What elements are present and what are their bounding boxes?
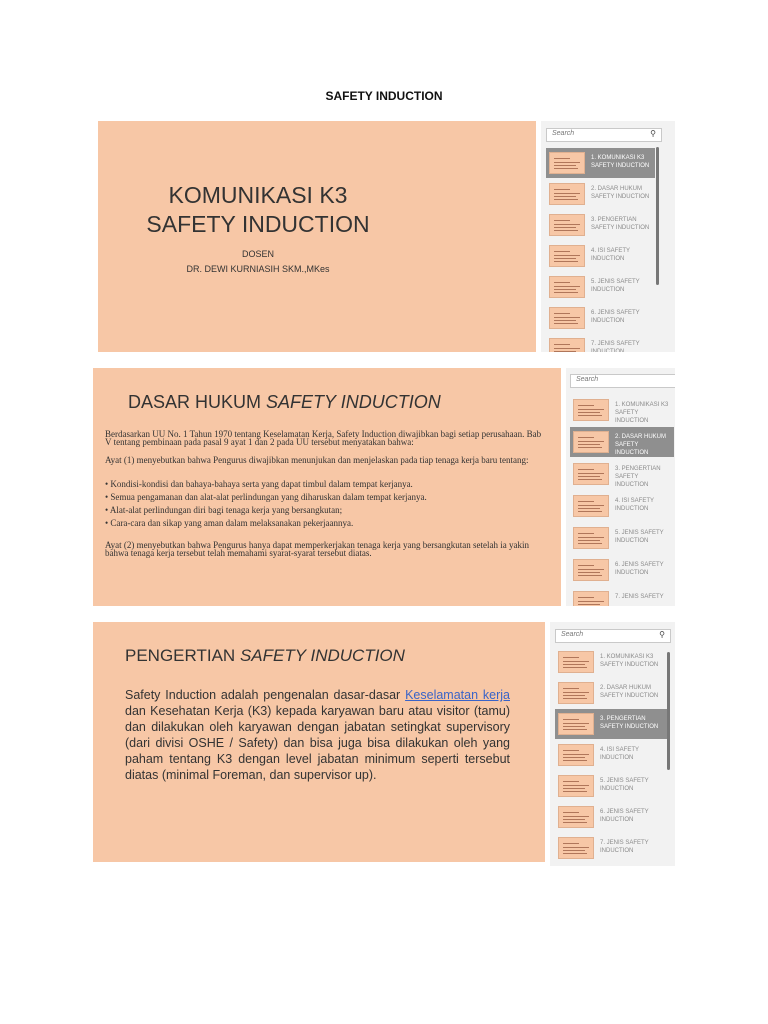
slide-thumbnail [558,713,594,735]
slide-list-item[interactable] [555,833,667,863]
slide-list-label: 4. ISI SAFETY INDUCTION [615,498,654,512]
slide-2-heading-italic: SAFETY INDUCTION [266,392,441,412]
slide-2-bullets [105,480,545,527]
slide-list-label: 7. JENIS SAFETY INDUCTION [600,840,649,854]
slide-thumbnail [573,495,609,517]
slide-list-label: 6. JENIS SAFETY INDUCTION [591,310,640,324]
slide-3-heading-italic: SAFETY INDUCTION [239,646,405,665]
slide-list-item[interactable] [570,587,674,606]
slide-thumbnail [558,651,594,673]
slide-3-panel [550,622,675,866]
slide-3-body-post: dan Kesehatan Kerja (K3) kepada karyawan baru atau visitor (tamu) dan dilakukan oleh karyawan dengan jabatan setingkat supervisory (dari divisi OSHE / Safety) dan bisa juga bisa dilakukan oleh yang paham tentang K3 dengan level jabatan minimum seperti tersebut diatas (minimal Foreman, dan supervisor up). [125,704,510,782]
slide-list-item[interactable] [570,427,674,457]
slide-list-label: 7. JENIS SAFETY [615,594,664,600]
slide-list-label: 1. KOMUNIKASI K3 SAFETY INDUCTION [591,155,650,169]
slide-thumbnail [573,431,609,453]
slide-3-heading-plain: PENGERTIAN [125,646,240,665]
search-input[interactable] [555,629,671,643]
slide-list-label: 7. JENIS SAFETY INDUCTION [591,341,640,352]
slide-list-label: 2. DASAR HUKUM SAFETY INDUCTION [600,685,659,699]
slide-list-item[interactable] [555,647,667,677]
document-title: SAFETY INDUCTION [325,89,443,103]
slide-1 [98,121,536,352]
slide-list-label: 4. ISI SAFETY INDUCTION [591,248,630,262]
slide-list-label: 3. PENGERTIAN SAFETY INDUCTION [600,716,659,730]
slide-list-label: 3. PENGERTIAN SAFETY INDUCTION [591,217,650,231]
slide-list-label: 1. KOMUNIKASI K3 SAFETY INDUCTION [615,402,669,424]
slide-list-label: 4. ISI SAFETY INDUCTION [600,747,639,761]
dosen-label: DOSEN [241,249,274,259]
slide-list-item[interactable] [570,523,674,553]
slide-thumbnail [549,307,585,329]
magnifier-icon[interactable]: ⚲ [650,129,656,138]
slide-3-heading [125,646,405,666]
slide-thumbnail [549,214,585,236]
slide-thumbnail [549,338,585,352]
slide-list-item[interactable] [555,740,667,770]
search-placeholder: Search [552,130,575,137]
slide-2 [93,368,561,606]
bullet-item: • Semua pengamanan dan alat-alat perlindungan yang diharuskan dalam tempat kerjanya. [105,492,427,502]
slide-list-item[interactable] [546,179,655,209]
slide-thumbnail [573,559,609,581]
slide-2-panel [566,368,675,606]
slide-3-body [125,687,510,783]
slide-1-title-line2: SAFETY INDUCTION [146,211,370,237]
slide-2-para-3: Ayat (2) menyebutkan bahwa Pengurus hanya dapat memperkerjakan tenaga kerja yang bersangkutan setelah ia yakin bahwa tenaga kerja tersebut telah memahami syarat-syarat tersebut diatas. [105,540,530,558]
slide-thumbnail [558,744,594,766]
slide-list-label: 5. JENIS SAFETY INDUCTION [591,279,640,293]
slide-2-heading [128,392,441,413]
slide-2-para-1: Berdasarkan UU No. 1 Tahun 1970 tentang Keselamatan Kerja, Safety Induction diwajibkan bagi setiap perusahaan. Bab V tentang pembinaan pada pasal 9 ayat 1 dan 2 pada UU tersebut menyatakan bahwa: [105,429,542,447]
slide-list-item[interactable] [546,272,655,302]
slide-thumbnail [558,837,594,859]
search-input[interactable] [546,128,662,142]
lecturer-name: DR. DEWI KURNIASIH SKM.,MKes [186,264,330,274]
bullet-item: • Kondisi-kondisi dan bahaya-bahaya serta yang dapat timbul dalam tempat kerjanya. [105,479,413,489]
slide-thumbnail [549,183,585,205]
slide-list-label: 5. JENIS SAFETY INDUCTION [615,530,664,544]
slide-list-item[interactable] [555,678,667,708]
slide-thumbnail [573,527,609,549]
magnifier-icon[interactable]: ⚲ [659,630,665,639]
slide-list-item[interactable] [546,334,655,352]
slide-2-body [105,430,545,561]
search-input[interactable] [570,374,675,388]
slide-list-item[interactable] [570,555,674,585]
slide-list-item[interactable] [555,709,667,739]
slide-3-body-pre: Safety Induction adalah pengenalan dasar-dasar [125,688,406,702]
slide-list-label: 1. KOMUNIKASI K3 SAFETY INDUCTION [600,654,659,668]
slide-1-panel [541,121,675,352]
slide-list-label: 5. JENIS SAFETY INDUCTION [600,778,649,792]
slide-1-title-line1: KOMUNIKASI K3 [168,182,348,208]
slide-2-heading-plain: DASAR HUKUM [128,392,267,412]
slide-3 [93,622,545,862]
slide-list-label: 2. DASAR HUKUM SAFETY INDUCTION [591,186,650,200]
slide-thumbnail [573,399,609,421]
slide-thumbnail [573,463,609,485]
slide-list-label: 2. DASAR HUKUM SAFETY INDUCTION [615,434,667,456]
slide-1-title [98,181,418,239]
slide-list-item[interactable] [546,148,655,178]
scrollbar[interactable] [667,652,670,770]
slide-list-label: 6. JENIS SAFETY INDUCTION [600,809,649,823]
slide-2-para-2: Ayat (1) menyebutkan bahwa Pengurus diwajibkan menunjukan dan menjelaskan pada tiap tenaga kerja baru tentang: [105,455,529,465]
slide-thumbnail [558,806,594,828]
slide-list-item[interactable] [546,241,655,271]
slide-list-label: 3. PENGERTIAN SAFETY INDUCTION [615,466,661,488]
slide-thumbnail [549,245,585,267]
slide-list-item[interactable] [555,802,667,832]
slide-thumbnail [558,682,594,704]
slide-list-item[interactable] [555,771,667,801]
slide-list-label: 6. JENIS SAFETY INDUCTION [615,562,664,576]
slide-thumbnail [573,591,609,606]
slide-list-item[interactable] [570,395,674,425]
slide-list-item[interactable] [570,459,674,489]
bullet-item: • Cara-cara dan sikap yang aman dalam melaksanakan pekerjaannya. [105,518,354,528]
slide-list-item[interactable] [570,491,674,521]
search-placeholder: Search [561,631,584,638]
bullet-item: • Alat-alat perlindungan diri bagi tenaga kerja yang bersangkutan; [105,505,343,515]
search-placeholder: Search [576,376,599,383]
slide-thumbnail [558,775,594,797]
scrollbar[interactable] [656,147,659,285]
keselamatan-kerja-link[interactable]: Keselamatan kerja [405,688,510,702]
slide-list-item[interactable] [546,210,655,240]
slide-thumbnail [549,152,585,174]
slide-thumbnail [549,276,585,298]
slide-list-item[interactable] [546,303,655,333]
